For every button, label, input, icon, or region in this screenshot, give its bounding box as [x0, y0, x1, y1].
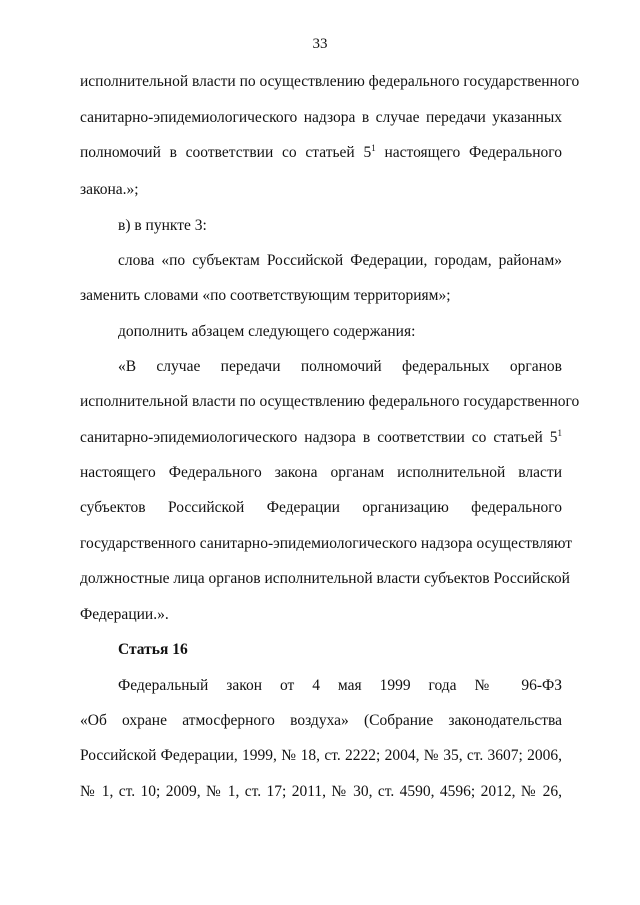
- text-line-3-part-2: настоящего Федерального: [384, 144, 562, 161]
- superscript-2: 1: [557, 427, 562, 438]
- text-line-4: закона.»;: [80, 181, 139, 198]
- text-line-8: дополнить абзацем следующего содержания:: [118, 323, 416, 340]
- quote-line-7: должностные лица органов исполнительной власти субъектов Российской: [80, 570, 570, 587]
- text-line-2: санитарно-эпидемиологического надзора в случае передачи указанных: [80, 109, 562, 126]
- quote-line-3: [80, 428, 562, 448]
- quote-line-5: субъектов Российской Федерации организацию федерального: [80, 499, 562, 516]
- article-line-2: «Об охране атмосферного воздуха» (Собрание законодательства: [80, 712, 562, 729]
- quote-line-2: исполнительной власти по осуществлению федерального государственного: [80, 393, 580, 410]
- text-line-3: [80, 143, 562, 163]
- article-line-3: Российской Федерации, 1999, № 18, ст. 2222; 2004, № 35, ст. 3607; 2006,: [80, 747, 562, 764]
- quote-line-4: настоящего Федерального закона органам исполнительной власти: [80, 464, 562, 481]
- quote-line-8: Федерации.».: [80, 606, 169, 623]
- article-line-4: № 1, ст. 10; 2009, № 1, ст. 17; 2011, № 30, ст. 4590, 4596; 2012, № 26,: [80, 783, 562, 800]
- article-heading: Статья 16: [118, 641, 188, 658]
- quote-line-3-text: санитарно-эпидемиологического надзора в соответствии со статьей 5: [80, 429, 558, 446]
- text-line-7: заменить словами «по соответствующим территориям»;: [80, 287, 451, 304]
- subsection-v: в) в пункте 3:: [118, 217, 207, 234]
- text-line-6: слова «по субъектам Российской Федерации, городам, районам»: [118, 252, 562, 269]
- text-line-1: исполнительной власти по осуществлению федерального государственного: [80, 73, 580, 90]
- article-line-1: Федеральный закон от 4 мая 1999 года № 96-ФЗ: [118, 677, 562, 694]
- quote-line-1: «В случае передачи полномочий федеральных органов: [118, 358, 562, 375]
- text-line-3-part-1: полномочий в соответствии со статьей 5: [80, 144, 372, 161]
- page-number: 33: [312, 36, 328, 52]
- superscript-1: 1: [371, 142, 376, 153]
- quote-line-6: государственного санитарно-эпидемиологического надзора осуществляют: [80, 535, 573, 552]
